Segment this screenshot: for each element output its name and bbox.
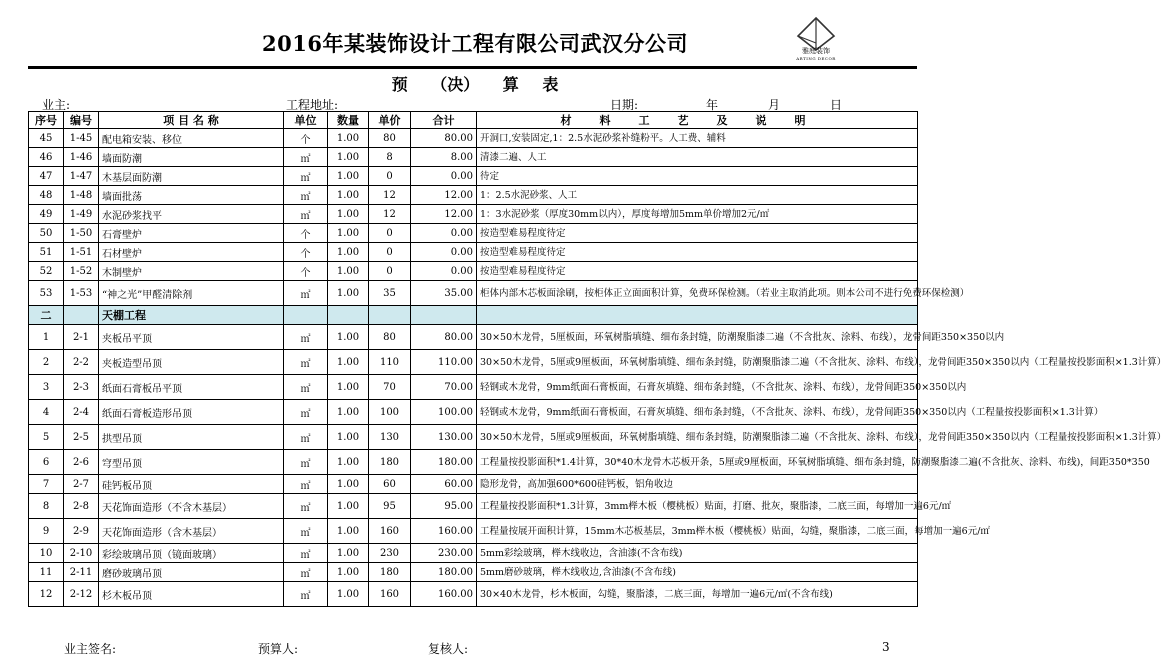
budget-table <box>28 111 1166 607</box>
cell-desc: 30×50木龙骨，5厘或9厘板面，环氧树脂填缝、细布条封缝，防潮聚脂漆二遍（不含批灰、涂料、布线），龙骨间距350×350以内（工程量按投影面积×1.3计算） <box>477 425 918 450</box>
cell-seq: 10 <box>29 544 64 563</box>
cell-name: 杉木板吊顶 <box>99 582 284 607</box>
table-row <box>29 494 918 519</box>
cell-total: 80.00 <box>411 129 477 148</box>
cell-desc: 柜体内部木芯板面涂刷，按柜体正立面面积计算，免费环保检测。（若业主取消此项。则本公司不进行免费环保检测） <box>477 281 918 306</box>
cell-code: 2-3 <box>64 375 99 400</box>
cell-unit: ㎡ <box>284 519 328 544</box>
cell-code: 1-51 <box>64 243 99 262</box>
table-header-row <box>29 112 918 129</box>
cell-code: 2-2 <box>64 350 99 375</box>
col-qty-header: 数量 <box>328 112 369 129</box>
cell-qty: 1.00 <box>328 450 369 475</box>
cell-seq: 9 <box>29 519 64 544</box>
company-logo-text <box>790 47 842 63</box>
cell-qty: 1.00 <box>328 425 369 450</box>
col-price-header: 单价 <box>369 112 411 129</box>
cell-price: 95 <box>369 494 411 519</box>
day-label: 日 <box>830 98 843 112</box>
cell-price: 35 <box>369 281 411 306</box>
cell-unit: 个 <box>284 262 328 281</box>
cell-unit: 个 <box>284 243 328 262</box>
cell-qty: 1.00 <box>328 350 369 375</box>
table-row <box>29 519 918 544</box>
document-subtitle: 预 （决） 算 表 <box>391 75 559 94</box>
cell-qty: 1.00 <box>328 224 369 243</box>
cell-price: 0 <box>369 224 411 243</box>
cell-name: 木制壁炉 <box>99 262 284 281</box>
cell-seq: 2 <box>29 350 64 375</box>
cell-name: 磨砂玻璃吊顶 <box>99 563 284 582</box>
cell-code: 1-50 <box>64 224 99 243</box>
section-empty <box>369 306 411 325</box>
cell-seq: 52 <box>29 262 64 281</box>
cell-price: 160 <box>369 582 411 607</box>
cell-qty: 1.00 <box>328 519 369 544</box>
cell-unit: ㎡ <box>284 375 328 400</box>
owner-signature-label: 业主签名: <box>64 642 117 656</box>
cell-unit: 个 <box>284 129 328 148</box>
cell-code: 1-48 <box>64 186 99 205</box>
cell-total: 230.00 <box>411 544 477 563</box>
cell-total: 0.00 <box>411 224 477 243</box>
cell-seq: 48 <box>29 186 64 205</box>
table-row <box>29 350 918 375</box>
table-row <box>29 129 918 148</box>
cell-desc: 30×50木龙骨，5厘板面，环氧树脂填缝、细布条封缝，防潮聚脂漆二遍（不含批灰、涂料、布线），龙骨间距350×350以内 <box>477 325 918 350</box>
cell-total: 160.00 <box>411 582 477 607</box>
cell-unit: ㎡ <box>284 167 328 186</box>
cell-price: 70 <box>369 375 411 400</box>
cell-price: 110 <box>369 350 411 375</box>
cell-unit: ㎡ <box>284 494 328 519</box>
cell-seq: 4 <box>29 400 64 425</box>
cell-total: 0.00 <box>411 243 477 262</box>
cell-total: 160.00 <box>411 519 477 544</box>
cell-qty: 1.00 <box>328 325 369 350</box>
cell-name: 墙面防潮 <box>99 148 284 167</box>
cell-unit: ㎡ <box>284 475 328 494</box>
table-row <box>29 205 918 224</box>
cell-seq: 51 <box>29 243 64 262</box>
cell-price: 0 <box>369 262 411 281</box>
cell-unit: ㎡ <box>284 563 328 582</box>
table-row <box>29 425 918 450</box>
cell-total: 0.00 <box>411 167 477 186</box>
cell-code: 2-11 <box>64 563 99 582</box>
year-label: 年 <box>706 98 719 112</box>
cell-price: 180 <box>369 563 411 582</box>
cell-name: 石材壁炉 <box>99 243 284 262</box>
cell-code: 2-10 <box>64 544 99 563</box>
table-row <box>29 563 918 582</box>
cell-price: 180 <box>369 450 411 475</box>
section-empty <box>411 306 477 325</box>
cell-total: 110.00 <box>411 350 477 375</box>
cell-seq: 5 <box>29 425 64 450</box>
cell-desc: 工程量按投影面积*1.4计算，30*40木龙骨木芯板开条，5厘或9厘板面，环氧树脂填缝、细布条封缝，防潮聚脂漆二遍(不含批灰、涂料、布线)，间距350*350 <box>477 450 918 475</box>
section-empty <box>477 306 918 325</box>
table-row <box>29 186 918 205</box>
table-row <box>29 475 918 494</box>
col-seq-header: 序号 <box>29 112 64 129</box>
cell-seq: 8 <box>29 494 64 519</box>
cell-qty: 1.00 <box>328 167 369 186</box>
cell-name: 纸面石膏板吊平顶 <box>99 375 284 400</box>
cell-total: 35.00 <box>411 281 477 306</box>
cell-code: 1-46 <box>64 148 99 167</box>
cell-price: 230 <box>369 544 411 563</box>
cell-name: 天花饰面造形（不含木基层） <box>99 494 284 519</box>
cell-name: 夹板造型吊顶 <box>99 350 284 375</box>
table-row <box>29 281 918 306</box>
cell-name: 天花饰面造形（含木基层） <box>99 519 284 544</box>
cell-qty: 1.00 <box>328 148 369 167</box>
cell-seq: 1 <box>29 325 64 350</box>
cell-desc: 轻钢或木龙骨，9mm纸面石膏板面，石膏灰填缝、细布条封缝，（不含批灰、涂料、布线），龙骨间距350×350以内 <box>477 375 918 400</box>
cell-unit: ㎡ <box>284 186 328 205</box>
cell-price: 12 <box>369 186 411 205</box>
cell-name: 拱型吊顶 <box>99 425 284 450</box>
cell-unit: ㎡ <box>284 350 328 375</box>
cell-desc: 30×40木龙骨，杉木板面，勾缝，聚脂漆，二底三面，每增加一遍6元/㎡(不含布线) <box>477 582 918 607</box>
cell-name: 彩绘玻璃吊顶（镜面玻璃） <box>99 544 284 563</box>
col-total-header: 合计 <box>411 112 477 129</box>
logo-name: 雅庭装饰 <box>802 47 830 55</box>
cell-unit: 个 <box>284 224 328 243</box>
cell-price: 100 <box>369 400 411 425</box>
col-desc-header: 材料工艺及说明 <box>477 112 918 129</box>
cell-desc: 清漆二遍、人工 <box>477 148 918 167</box>
cell-price: 80 <box>369 325 411 350</box>
cell-unit: ㎡ <box>284 544 328 563</box>
cell-seq: 53 <box>29 281 64 306</box>
cell-total: 12.00 <box>411 186 477 205</box>
cell-unit: ㎡ <box>284 425 328 450</box>
cell-seq: 50 <box>29 224 64 243</box>
cell-unit: ㎡ <box>284 450 328 475</box>
section-code-empty <box>64 306 99 325</box>
cell-total: 80.00 <box>411 325 477 350</box>
table-row <box>29 375 918 400</box>
cell-name: 水泥砂浆找平 <box>99 205 284 224</box>
cell-name: 硅钙板吊顶 <box>99 475 284 494</box>
section-name: 天棚工程 <box>99 306 284 325</box>
header-divider <box>28 66 917 69</box>
cell-unit: ㎡ <box>284 148 328 167</box>
cell-name: 纸面石膏板造形吊顶 <box>99 400 284 425</box>
cell-seq: 12 <box>29 582 64 607</box>
cell-code: 1-49 <box>64 205 99 224</box>
cell-desc: 按造型难易程度待定 <box>477 262 918 281</box>
cell-qty: 1.00 <box>328 281 369 306</box>
table-row <box>29 325 918 350</box>
cell-desc: 1：3水泥砂浆（厚度30mm以内），厚度每增加5mm单价增加2元/㎡ <box>477 205 918 224</box>
cell-desc: 按造型难易程度待定 <box>477 243 918 262</box>
cell-unit: ㎡ <box>284 205 328 224</box>
cell-seq: 3 <box>29 375 64 400</box>
address-label: 工程地址: <box>286 98 339 112</box>
section-empty <box>328 306 369 325</box>
cell-code: 2-1 <box>64 325 99 350</box>
cell-code: 1-45 <box>64 129 99 148</box>
logo-sub: ARTING DECOR <box>796 56 836 61</box>
cell-unit: ㎡ <box>284 582 328 607</box>
table-row <box>29 224 918 243</box>
cell-qty: 1.00 <box>328 494 369 519</box>
cell-name: 石膏壁炉 <box>99 224 284 243</box>
cell-seq: 11 <box>29 563 64 582</box>
cell-seq: 7 <box>29 475 64 494</box>
cell-total: 70.00 <box>411 375 477 400</box>
cell-code: 1-53 <box>64 281 99 306</box>
cell-seq: 47 <box>29 167 64 186</box>
table-row <box>29 582 918 607</box>
cell-price: 160 <box>369 519 411 544</box>
cell-total: 0.00 <box>411 262 477 281</box>
cell-qty: 1.00 <box>328 243 369 262</box>
budgeter-label: 预算人: <box>258 642 299 656</box>
cell-unit: ㎡ <box>284 325 328 350</box>
section-row-ceiling <box>29 306 918 325</box>
cell-code: 1-47 <box>64 167 99 186</box>
cell-desc: 工程量按展开面积计算，15mm木芯板基层，3mm榉木板（樱桃板）贴面，勾缝，聚脂漆，二底三面，每增加一遍6元/㎡ <box>477 519 918 544</box>
cell-code: 2-7 <box>64 475 99 494</box>
table-row <box>29 450 918 475</box>
cell-desc: 5mm彩绘玻璃，榉木线收边，含油漆(不含布线) <box>477 544 918 563</box>
cell-price: 12 <box>369 205 411 224</box>
cell-total: 95.00 <box>411 494 477 519</box>
cell-desc: 30×50木龙骨，5厘或9厘板面，环氧树脂填缝、细布条封缝，防潮聚脂漆二遍（不含批灰、涂料、布线），龙骨间距350×350以内（工程量按投影面积×1.3计算） <box>477 350 918 375</box>
cell-seq: 49 <box>29 205 64 224</box>
cell-code: 2-8 <box>64 494 99 519</box>
cell-desc: 隐形龙骨，高加强600*600硅钙板，铝角收边 <box>477 475 918 494</box>
cell-qty: 1.00 <box>328 582 369 607</box>
cell-desc: 开洞口,安装固定,1：2.5水泥砂浆补缝粉平。人工费、辅料 <box>477 129 918 148</box>
cell-total: 60.00 <box>411 475 477 494</box>
cell-desc: 按造型难易程度待定 <box>477 224 918 243</box>
cell-qty: 1.00 <box>328 129 369 148</box>
cell-qty: 1.00 <box>328 375 369 400</box>
cell-name: “神之光”甲醛清除剂 <box>99 281 284 306</box>
cell-price: 0 <box>369 167 411 186</box>
cell-code: 2-6 <box>64 450 99 475</box>
cell-code: 1-52 <box>64 262 99 281</box>
table-row <box>29 148 918 167</box>
cell-desc: 待定 <box>477 167 918 186</box>
cell-code: 2-4 <box>64 400 99 425</box>
cell-desc: 工程量按投影面积*1.3计算，3mm榉木板（樱桃板）贴面，打磨、批灰，聚脂漆，二底三面，每增加一遍6元/㎡ <box>477 494 918 519</box>
owner-label: 业主: <box>42 98 71 112</box>
cell-desc: 1：2.5水泥砂浆、人工 <box>477 186 918 205</box>
cell-total: 180.00 <box>411 450 477 475</box>
cell-qty: 1.00 <box>328 544 369 563</box>
cell-price: 0 <box>369 243 411 262</box>
cell-total: 180.00 <box>411 563 477 582</box>
document-title: 2016年某装饰设计工程有限公司武汉分公司 <box>262 31 688 56</box>
cell-desc: 5mm磨砂玻璃，榉木线收边,含油漆(不含布线) <box>477 563 918 582</box>
cell-price: 130 <box>369 425 411 450</box>
cell-qty: 1.00 <box>328 186 369 205</box>
cell-total: 8.00 <box>411 148 477 167</box>
cell-total: 100.00 <box>411 400 477 425</box>
section-seq: 二 <box>29 306 64 325</box>
table-row <box>29 243 918 262</box>
cell-name: 夹板吊平顶 <box>99 325 284 350</box>
cell-qty: 1.00 <box>328 475 369 494</box>
cell-unit: ㎡ <box>284 281 328 306</box>
cell-total: 12.00 <box>411 205 477 224</box>
cell-name: 配电箱安装、移位 <box>99 129 284 148</box>
cell-name: 穹型吊顶 <box>99 450 284 475</box>
cell-code: 2-12 <box>64 582 99 607</box>
col-code-header: 编号 <box>64 112 99 129</box>
cell-code: 2-5 <box>64 425 99 450</box>
cell-name: 墙面批荡 <box>99 186 284 205</box>
cell-qty: 1.00 <box>328 262 369 281</box>
cell-total: 130.00 <box>411 425 477 450</box>
cell-seq: 6 <box>29 450 64 475</box>
page-number: 3 <box>882 640 890 654</box>
month-label: 月 <box>768 98 781 112</box>
cell-seq: 46 <box>29 148 64 167</box>
cell-seq: 45 <box>29 129 64 148</box>
cell-price: 80 <box>369 129 411 148</box>
cell-name: 木基层面防潮 <box>99 167 284 186</box>
cell-qty: 1.00 <box>328 563 369 582</box>
date-label: 日期: <box>610 98 639 112</box>
col-name-header: 项 目 名 称 <box>99 112 284 129</box>
col-unit-header: 单位 <box>284 112 328 129</box>
table-row <box>29 262 918 281</box>
cell-qty: 1.00 <box>328 400 369 425</box>
cell-price: 60 <box>369 475 411 494</box>
cell-qty: 1.00 <box>328 205 369 224</box>
table-row <box>29 544 918 563</box>
reviewer-label: 复核人: <box>428 642 469 656</box>
cell-price: 8 <box>369 148 411 167</box>
cell-code: 2-9 <box>64 519 99 544</box>
cell-unit: ㎡ <box>284 400 328 425</box>
section-empty <box>284 306 328 325</box>
table-row <box>29 167 918 186</box>
cell-desc: 轻钢或木龙骨，9mm纸面石膏板面，石膏灰填缝、细布条封缝，（不含批灰、涂料、布线），龙骨间距350×350以内（工程量按投影面积×1.3计算） <box>477 400 918 425</box>
table-row <box>29 400 918 425</box>
